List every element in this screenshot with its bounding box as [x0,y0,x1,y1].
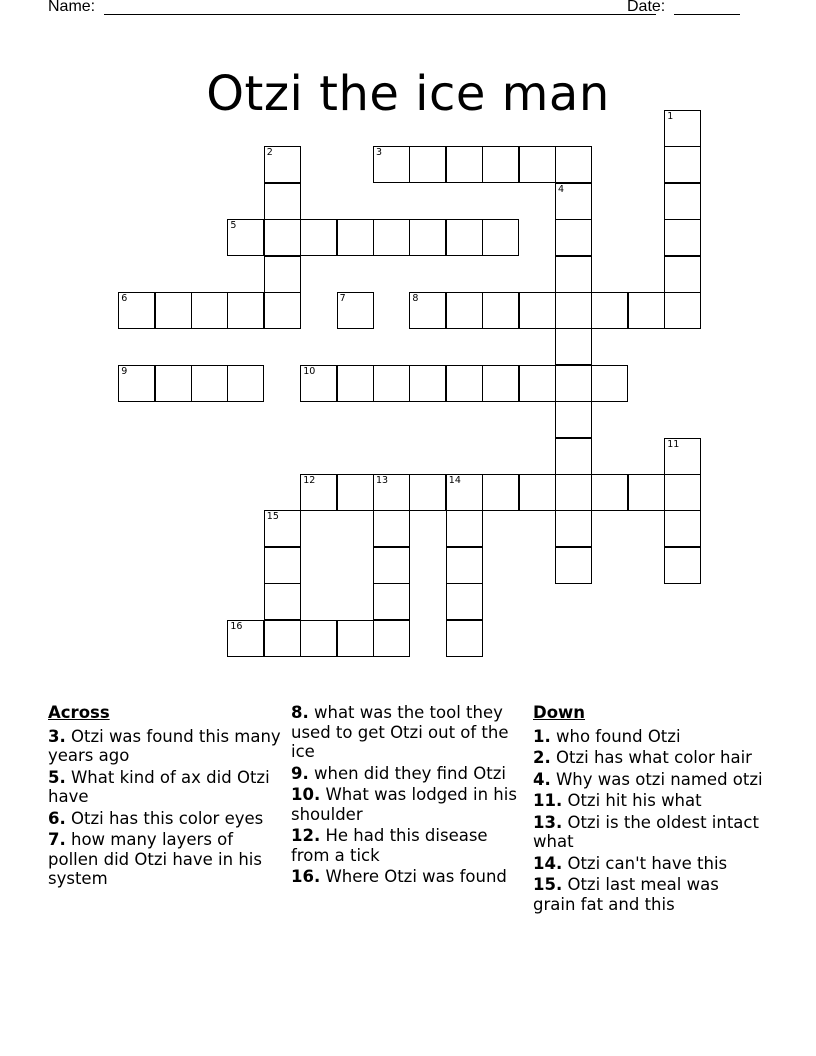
grid-cell[interactable] [446,620,483,657]
grid-cell[interactable] [446,292,483,329]
grid-cell[interactable] [482,146,519,183]
grid-cell[interactable] [373,583,410,620]
grid-cell[interactable] [664,474,701,511]
clue-number: 14 [448,475,461,486]
grid-cell[interactable] [482,365,519,402]
grid-cell-2[interactable] [264,146,301,183]
grid-cell[interactable] [227,365,264,402]
date-label: Date: [627,0,666,15]
clue-across-9: 9. when did they find Otzi [291,763,506,783]
grid-cell[interactable] [264,292,301,329]
grid-cell[interactable] [628,474,665,511]
grid-cell-3[interactable] [373,146,410,183]
clue-number: 9 [121,365,128,377]
grid-cell[interactable] [155,292,192,329]
grid-cell[interactable] [591,365,628,402]
clue-across-6: 6. Otzi has this color eyes [48,808,264,828]
grid-cell[interactable] [446,365,483,402]
grid-cell[interactable] [300,219,337,256]
grid-cell-11[interactable] [664,438,701,475]
clue-number: 16 [230,620,243,632]
grid-cell[interactable] [555,474,592,511]
grid-cell[interactable] [482,292,519,329]
grid-cell[interactable] [373,365,410,402]
clue-number: 2 [266,147,273,159]
grid-cell[interactable] [555,365,592,402]
grid-cell-6[interactable] [118,292,155,329]
grid-cell-10[interactable] [300,365,337,402]
grid-cell[interactable] [482,474,519,511]
grid-cell[interactable] [373,620,410,657]
grid-cell[interactable] [191,292,228,329]
grid-cell[interactable] [446,510,483,547]
clue-number: 13 [376,475,389,486]
grid-cell-12[interactable] [300,474,337,511]
grid-cell[interactable] [482,219,519,256]
clue-across-8: 8. what was the tool they used to get Otzi out of the ice [291,703,509,761]
grid-cell[interactable] [664,146,701,183]
grid-cell-4[interactable] [555,183,592,220]
grid-cell[interactable] [337,474,374,511]
grid-cell[interactable] [264,547,301,584]
grid-cell[interactable] [337,365,374,402]
grid-cell-13[interactable] [373,474,410,511]
across-clues-column-1 [48,703,284,891]
grid-cell[interactable] [664,219,701,256]
grid-cell[interactable] [446,219,483,256]
grid-cell[interactable] [591,292,628,329]
grid-cell[interactable] [373,510,410,547]
grid-cell[interactable] [409,365,446,402]
grid-cell[interactable] [555,146,592,183]
clue-number: 6 [121,293,128,304]
grid-cell[interactable] [555,292,592,329]
grid-cell[interactable] [373,547,410,584]
grid-cell[interactable] [337,219,374,256]
clue-down-2: 2. Otzi has what color hair [533,748,752,767]
clue-number: 5 [230,220,237,232]
grid-cell[interactable] [155,365,192,402]
clue-across-12: 12. He had this disease from a tick [291,826,488,865]
grid-cell[interactable] [373,219,410,256]
grid-cell[interactable] [664,256,701,293]
grid-cell[interactable] [519,365,556,402]
grid-cell[interactable] [555,510,592,547]
clue-across-3: 3. Otzi was found this many years ago [48,726,281,765]
grid-cell-15[interactable] [264,510,301,547]
clue-number: 12 [303,475,316,486]
grid-cell[interactable] [555,328,592,365]
grid-cell[interactable] [264,219,301,256]
grid-cell[interactable] [519,146,556,183]
grid-cell[interactable] [191,365,228,402]
clue-down-14: 14. Otzi can't have this [533,853,728,873]
grid-cell[interactable] [664,292,701,329]
grid-cell[interactable] [555,547,592,584]
grid-cell[interactable] [264,583,301,620]
clue-down-11: 11. Otzi hit his what [533,791,702,810]
across-clues-column-2 [291,703,523,889]
across-heading: Across [48,703,110,722]
grid-cell-1[interactable] [664,110,701,147]
grid-cell-5[interactable] [227,219,264,256]
grid-cell[interactable] [409,474,446,511]
down-clues-column [533,703,763,916]
grid-cell[interactable] [519,292,556,329]
grid-cell[interactable] [409,146,446,183]
grid-cell[interactable] [264,256,301,293]
grid-cell[interactable] [555,438,592,475]
grid-cell[interactable] [446,146,483,183]
clue-down-13: 13. Otzi is the oldest intact what [533,812,759,851]
clue-number: 1 [667,111,674,122]
grid-cell-7[interactable] [337,292,374,329]
grid-cell[interactable] [664,183,701,220]
grid-cell[interactable] [664,547,701,584]
clue-down-15: 15. Otzi last meal was grain fat and this [533,875,719,914]
clue-across-10: 10. What was lodged in his shoulder [291,785,517,824]
grid-cell[interactable] [337,620,374,657]
grid-cell-16[interactable] [227,620,264,657]
grid-cell[interactable] [555,256,592,293]
clue-number: 7 [339,293,346,304]
grid-cell-14[interactable] [446,474,483,511]
grid-cell[interactable] [227,292,264,329]
name-label: Name: [48,0,96,15]
clue-down-4: 4. Why was otzi named otzi [533,769,763,789]
grid-cell[interactable] [264,620,301,657]
grid-cell[interactable] [300,620,337,657]
clue-across-7: 7. how many layers of pollen did Otzi have in his system [48,830,262,888]
clue-down-1: 1. who found Otzi [533,726,681,746]
grid-cell[interactable] [555,401,592,438]
grid-cell[interactable] [409,219,446,256]
clue-number: 15 [266,511,279,523]
clue-across-5: 5. What kind of ax did Otzi have [48,767,270,806]
grid-cell[interactable] [664,510,701,547]
down-heading: Down [533,703,586,722]
grid-cell[interactable] [446,583,483,620]
clue-number: 8 [412,293,419,304]
grid-cell[interactable] [555,219,592,256]
grid-cell-8[interactable] [409,292,446,329]
clue-across-16: 16. Where Otzi was found [291,867,507,886]
grid-cell[interactable] [519,474,556,511]
grid-cell[interactable] [264,183,301,220]
clue-number: 10 [303,365,316,377]
grid-cell[interactable] [628,292,665,329]
clue-number: 3 [376,147,383,159]
puzzle-title: Otzi the ice man [206,66,610,123]
clue-number: 11 [667,438,680,450]
grid-cell[interactable] [591,474,628,511]
grid-cell-9[interactable] [118,365,155,402]
grid-cell[interactable] [446,547,483,584]
clue-number: 4 [558,183,565,195]
